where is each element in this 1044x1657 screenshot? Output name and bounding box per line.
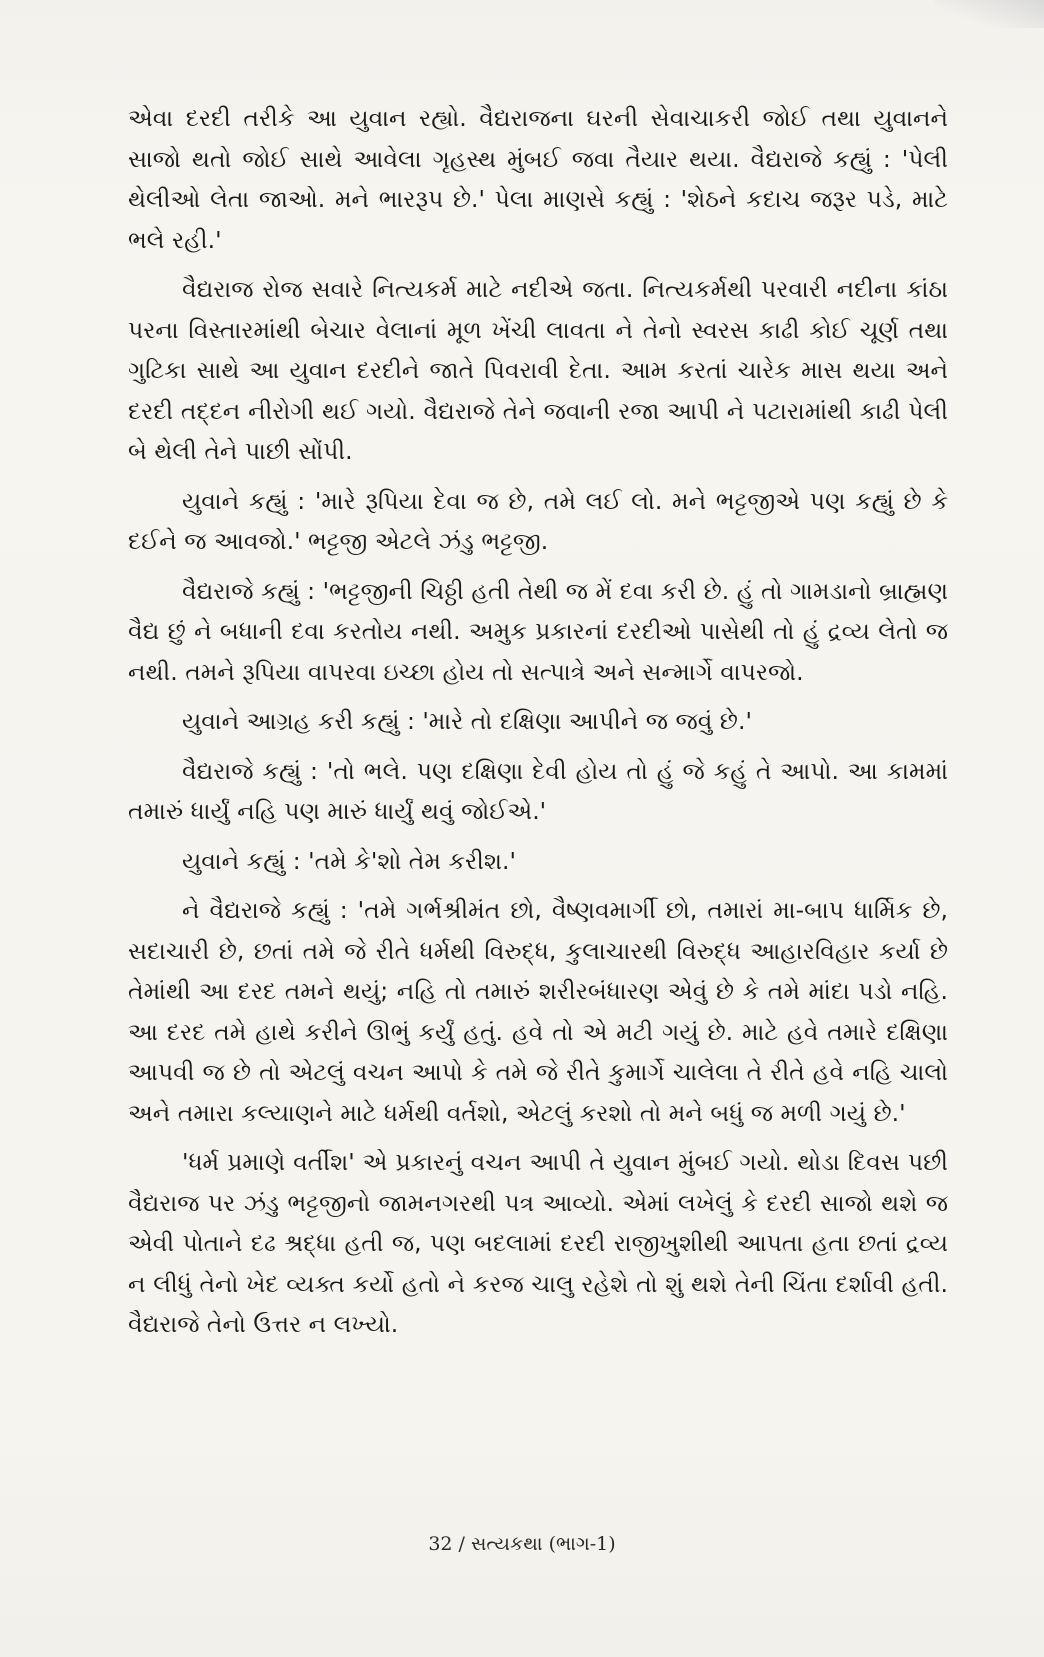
paragraph-3: યુવાને કહ્યું : 'મારે રૂપિયા દેવા જ છે, તમે લઈ લો. મને ભટ્ટજીએ પણ કહ્યું છે કે દઈને જ આવજો.' ભટ્ટજી એટલે ઝંડુ ભટ્ટજી. <box>128 486 948 555</box>
paragraph-1: એવા દરદી તરીકે આ યુવાન રહ્યો. વૈદ્યરાજના ઘરની સેવાચાકરી જોઈ તથા યુવાનને સાજો થતો જોઈ સાથે આવેલા ગૃહસ્થ મુંબઈ જવા તૈયાર થયા. વૈદ્યરાજે કહ્યું : 'પેલી થેલીઓ લેતા જાઓ. મને ભારરૂપ છે.' પેલા માણસે કહ્યું : 'શેઠને કદાચ જરૂર પડે, માટે ભલે રહી.' <box>128 104 948 254</box>
paragraph-8: ને વૈદ્યરાજે કહ્યું : 'તમે ગર્ભશ્રીમંત છો, વૈષ્ણવમાર્ગી છો, તમારાં મા-બાપ ધાર્મિક છે, સદાચારી છે, છતાં તમે જે રીતે ધર્મથી વિરુદ્ધ, કુલાચારથી વિરુદ્ધ આહારવિહાર કર્યા છે તેમાંથી આ દરદ તમને થયું; નહિ તો તમારું શરીરબંધારણ એવું છે કે તમે માંદા પડો નહિ. આ દરદ તમે હાથે કરીને ઊભું કર્યું હતું. હવે તો એ મટી ગયું છે. માટે હવે તમારે દક્ષિણા આપવી જ છે તો એટલું વચન આપો કે તમે જે રીતે કુમાર્ગે ચાલેલા તે રીતે હવે નહિ ચાલો અને તમારા કલ્યાણને માટે ધર્મથી વર્તશો, એટલું કરશો તો મને બધું જ મળી ગયું છે.' <box>128 896 948 1127</box>
scan-corner-shadow <box>934 0 1044 28</box>
paragraph-5: યુવાને આગ્રહ કરી કહ્યું : 'મારે તો દક્ષિણા આપીને જ જવું છે.' <box>182 707 752 735</box>
page-footer: 32 / સત્યકથા (ભાગ-1) <box>428 1533 616 1555</box>
paragraph-2: વૈદ્યરાજ રોજ સવારે નિત્યકર્મ માટે નદીએ જતા. નિત્યકર્મથી પરવારી નદીના કાંઠા પરના વિસ્તારમાંથી બેચાર વેલાનાં મૂળ ખેંચી લાવતા ને તેનો સ્વરસ કાઢી કોઈ ચૂર્ણ તથા ગુટિકા સાથે આ યુવાન દરદીને જાતે પિવરાવી દેતા. આમ કરતાં ચારેક માસ થયા અને દરદી તદ્દન નીરોગી થઈ ગયો. વૈદ્યરાજે તેને જવાની રજા આપી ને પટારામાંથી કાઢી પેલી બે થેલી તેને પાછી સોંપી. <box>128 275 948 465</box>
paragraph-6: વૈદ્યરાજે કહ્યું : 'તો ભલે. પણ દક્ષિણા દેવી હોય તો હું જે કહું તે આપો. આ કામમાં તમારું ધાર્યું નહિ પણ મારું ધાર્યું થવું જોઈએ.' <box>128 756 948 825</box>
paragraph-9: 'ધર્મ પ્રમાણે વર્તીશ' એ પ્રકારનું વચન આપી તે યુવાન મુંબઈ ગયો. થોડા દિવસ પછી વૈદ્યરાજ પર ઝંડુ ભટ્ટજીનો જામનગરથી પત્ર આવ્યો. એમાં લખેલું કે દરદી સાજો થશે જ એવી પોતાને દઢ શ્રદ્ધા હતી જ, પણ બદલામાં દરદી રાજીખુશીથી આપતા હતા છતાં દ્રવ્ય ન લીધું તેનો ખેદ વ્યક્ત કર્યો હતો ને કરજ ચાલુ રહેશે તો શું થશે તેની ચિંતા દર્શાવી હતી. વૈદ્યરાજે તેનો ઉત્તર ન લખ્યો. <box>128 1148 948 1338</box>
page-body <box>128 98 948 1354</box>
paragraph-7: યુવાને કહ્યું : 'તમે કે'શો તેમ કરીશ.' <box>182 846 516 875</box>
paragraph-4: વૈદ્યરાજે કહ્યું : 'ભટ્ટજીની ચિઠ્ઠી હતી તેથી જ મેં દવા કરી છે. હું તો ગામડાનો બ્રાહ્મણ વૈદ્ય છું ને બધાની દવા કરતોય નથી. અમુક પ્રકારનાં દરદીઓ પાસેથી તો હું દ્રવ્ય લેતો જ નથી. તમને રૂપિયા વાપરવા ઇચ્છા હોય તો સત્પાત્રે અને સન્માર્ગે વાપરજો. <box>128 576 948 686</box>
